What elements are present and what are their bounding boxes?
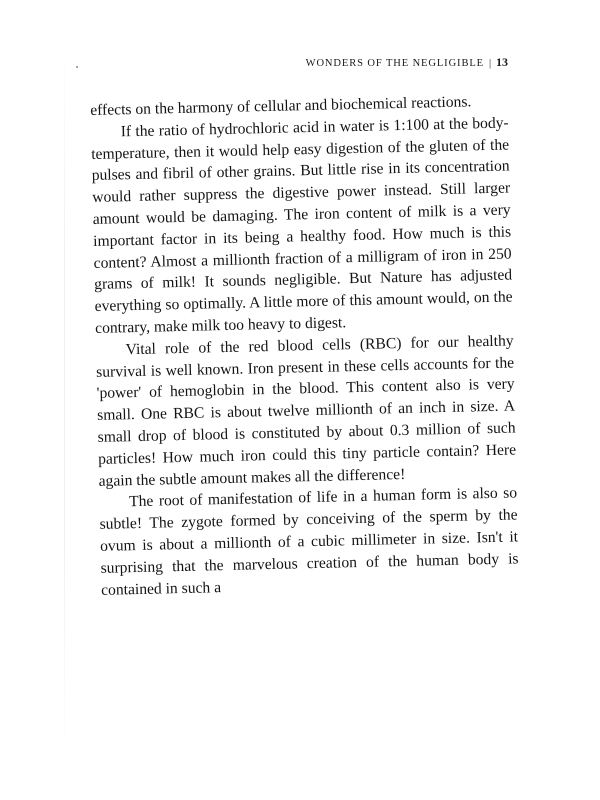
body-text — [90, 91, 519, 602]
header-separator: | — [488, 58, 492, 69]
paragraph-red-blood-cells: Vital role of the red blood cells (RBC) for our healthy survival is well known. Iron present in these cells accounts for the 'power' of hemoglobin in the blood. This content also is very small. One RBC is about twelve millionth of an inch in size. A small drop of blood is constituted by about 0.3 million of such particles! How much iron could this tiny particle contain? Here again the subtle amount makes all the difference! — [95, 332, 517, 490]
scan-speck — [76, 66, 78, 68]
running-title: WONDERS OF THE NEGLIGIBLE — [305, 58, 484, 69]
paragraph-continued: effects on the harmony of cellular and biochemical reactions. — [90, 93, 472, 119]
running-header — [306, 55, 508, 70]
paragraph-hydrochloric-acid: If the ratio of hydrochloric acid in water is 1:100 at the body-temperature, then it would help easy digestion of the gluten of the pulses and fibril of other grains. But little rise in its concentration would rather suppress the digestive power instead. Still larger amount would be damaging. The iron content of milk is a very important factor in its being a healthy food. How much is this content? Almost a millionth fraction of a milligram of iron in 250 grams of milk! It sounds negligible. But Nature has adjusted everything so optimally. A little more of this amount would, on the contrary, make milk too heavy to digest. — [91, 114, 513, 337]
paragraph-zygote: The root of manifestation of life in a human form is also so subtle! The zygote formed by conceiving of the sperm by the ovum is about a millionth of a cubic millimeter in size. Isn't it surprising that the marvelous creation of the human body is contained in such a — [99, 484, 519, 599]
page-number: 13 — [496, 55, 508, 69]
page-crease-shadow — [64, 40, 65, 760]
